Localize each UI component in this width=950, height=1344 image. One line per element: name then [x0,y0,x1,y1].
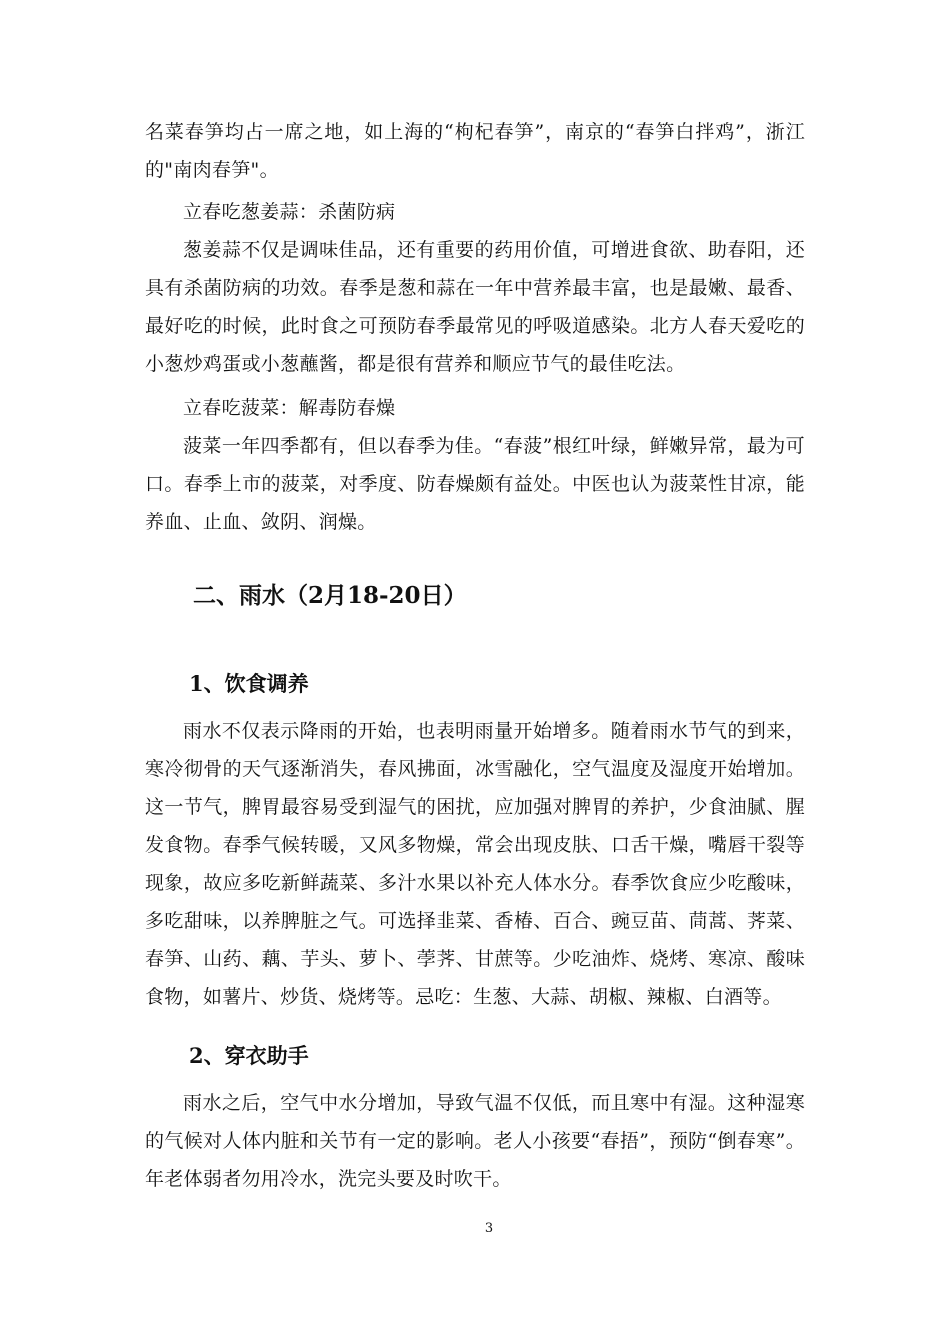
subheading-spinach: 立春吃菠菜：解毒防春燥 [183,397,396,419]
paragraph-diet: 雨水不仅表示降雨的开始，也表明雨量开始增多。随着雨水节气的到来，寒冷彻骨的天气逐渐消失，春风拂面，冰雪融化，空气温度及湿度开始增加。这一节气，脾胃最容易受到湿气的困扰，应加强对脾胃的养护，少食油腻、腥发食物。春季气候转暖，又风多物燥，常会出现皮肤、口舌干燥，嘴唇干裂等现象，故应多吃新鲜蔬菜、多汁水果以补充人体水分。春季饮食应少吃酸味，多吃甜味，以养脾脏之气。可选择韭菜、香椿、百合、豌豆苗、茼蒿、荠菜、春笋、山药、藕、芋头、萝卜、荸荠、甘蔗等。少吃油炸、烧烤、寒凉、酸味食物，如薯片、炒货、烧烤等。忌吃：生葱、大蒜、胡椒、辣椒、白酒等。 [145,720,805,1008]
heading-diet: 1、饮食调养 [189,671,309,696]
paragraph-onion-ginger-garlic: 葱姜蒜不仅是调味佳品，还有重要的药用价值，可增进食欲、助春阳，还具有杀菌防病的功效。春季是葱和蒜在一年中营养最丰富，也是最嫩、最香、最好吃的时候，此时食之可预防春季最常见的呼吸道感染。北方人春天爱吃的小葱炒鸡蛋或小葱蘸酱，都是很有营养和顺应节气的最佳吃法。 [145,239,805,375]
subheading-onion-ginger-garlic: 立春吃葱姜蒜：杀菌防病 [183,201,396,223]
paragraph-clothing: 雨水之后，空气中水分增加，导致气温不仅低，而且寒中有湿。这种湿寒的气候对人体内脏和关节有一定的影响。老人小孩要“春捂”，预防“倒春寒”。年老体弱者勿用冷水，洗完头要及时吹干。 [145,1092,805,1190]
section-heading-rain-water: 二、雨水（2月18-20日） [193,582,467,609]
heading-clothing: 2、穿衣助手 [189,1043,309,1068]
paragraph-spring-bamboo-continued: 名菜春笋均占一席之地，如上海的“枸杞春笋”，南京的“春笋白拌鸡”，浙江的"南肉春笋"。 [145,121,805,181]
paragraph-spinach: 菠菜一年四季都有，但以春季为佳。“春菠”根红叶绿，鲜嫩异常，最为可口。春季上市的菠菜，对季度、防春燥颇有益处。中医也认为菠菜性甘凉，能养血、止血、敛阴、润燥。 [145,435,805,533]
page-number: 3 [484,1221,494,1236]
